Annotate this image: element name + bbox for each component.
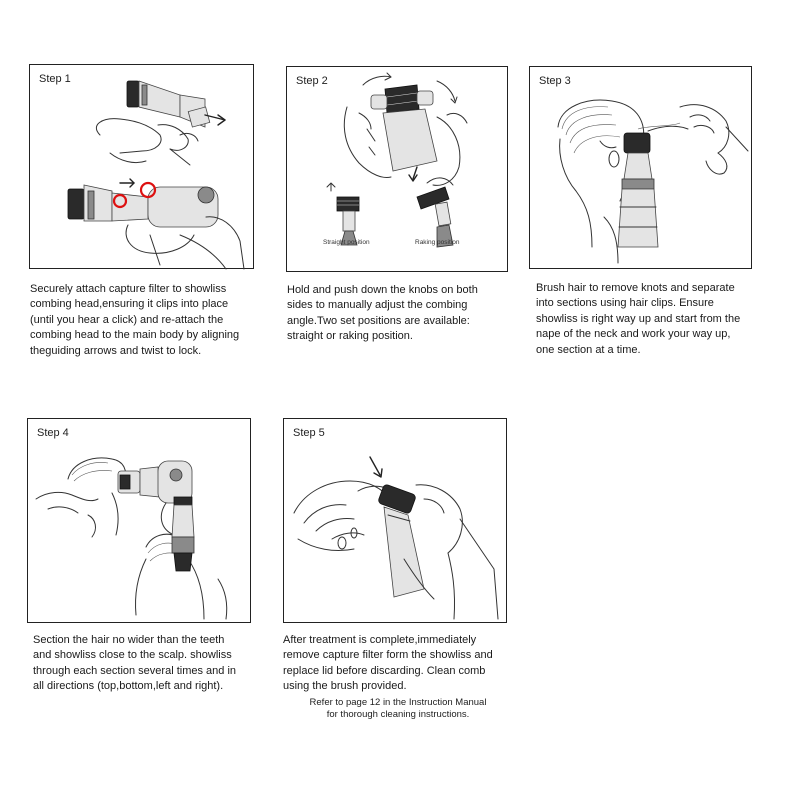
showliss-device [618, 133, 658, 247]
step-4-illustration [28, 419, 252, 624]
caption-line: theguiding arrows and twist to lock. [30, 344, 202, 357]
caption-line: all directions (top,bottom,left and right). [33, 680, 224, 693]
caption-line: sides to manually adjust the combing [287, 299, 468, 312]
step-2-panel [286, 66, 508, 272]
hand-holding-hair [638, 105, 748, 174]
combing-head-top [127, 81, 225, 127]
step-3-caption [536, 281, 761, 358]
hand-left-top [96, 119, 161, 153]
upper-head-figure [36, 458, 126, 537]
caption-line: angle.Two set positions are available: [287, 314, 470, 327]
caption-line: Hold and push down the knobs on both [287, 284, 478, 296]
caption-line: combing head,ensuring it clips into place [30, 298, 229, 311]
arrow-icon [370, 457, 380, 475]
note-line: Refer to page 12 in the Instruction Manual [309, 697, 487, 708]
right-hand [404, 485, 498, 619]
step-2-caption [287, 283, 509, 345]
caption-line: through each section several times and in [33, 664, 237, 677]
step-3-illustration [530, 67, 753, 270]
caption-line: nape of the neck and work your way up, [536, 328, 731, 341]
caption-line: straight or raking position. [287, 330, 413, 343]
caption-line: Section the hair no wider than the teeth [33, 634, 225, 646]
caption-line: (until you hear a click) and re-attach the [30, 313, 224, 326]
note-line: for thorough cleaning instructions. [326, 709, 470, 720]
main-body-bottom [68, 179, 218, 227]
capture-filter [378, 484, 424, 597]
raking-position-label: Raking position [415, 239, 460, 246]
step-2-illustration [287, 67, 509, 273]
step-1-panel [29, 64, 254, 269]
step-3-panel [529, 66, 752, 269]
hand-holding-filter [294, 481, 388, 551]
straight-position-label: Straight position [323, 239, 370, 246]
step-5-panel [283, 418, 507, 623]
caption-line: remove capture filter form the showliss and [283, 649, 493, 662]
step-1-label: Step 1 [39, 73, 71, 85]
straight-position-figure [327, 183, 359, 245]
step-1-caption [30, 282, 260, 359]
step-5-label: Step 5 [293, 427, 325, 439]
caption-line: replace lid before discarding. Clean comb [283, 664, 486, 677]
step-4-panel [27, 418, 251, 623]
caption-line: into sections using hair clips. Ensure [536, 297, 714, 310]
combing-head-with-knobs [363, 73, 457, 171]
cleaning-note [283, 697, 513, 721]
caption-line: showliss is right way up and start from the [536, 312, 741, 325]
step-5-caption [283, 633, 513, 695]
caption-line: combing head to the main body by aligning [30, 329, 240, 342]
caption-line: Brush hair to remove knots and separate [536, 282, 735, 294]
caption-line: using the brush provided. [283, 680, 407, 693]
step-3-label: Step 3 [539, 75, 571, 87]
caption-line: After treatment is complete,immediately [283, 634, 477, 646]
raking-position-figure [417, 178, 453, 247]
step-4-caption [33, 633, 258, 695]
showliss-vertical [172, 497, 194, 571]
caption-line: and showliss close to the scalp. showliss [33, 649, 232, 662]
caption-line: Securely attach capture filter to showliss [30, 283, 227, 295]
step-4-label: Step 4 [37, 427, 69, 439]
step-5-illustration [284, 419, 508, 624]
step-1-illustration [30, 65, 255, 270]
step-2-label: Step 2 [296, 75, 328, 87]
caption-line: one section at a time. [536, 343, 641, 356]
